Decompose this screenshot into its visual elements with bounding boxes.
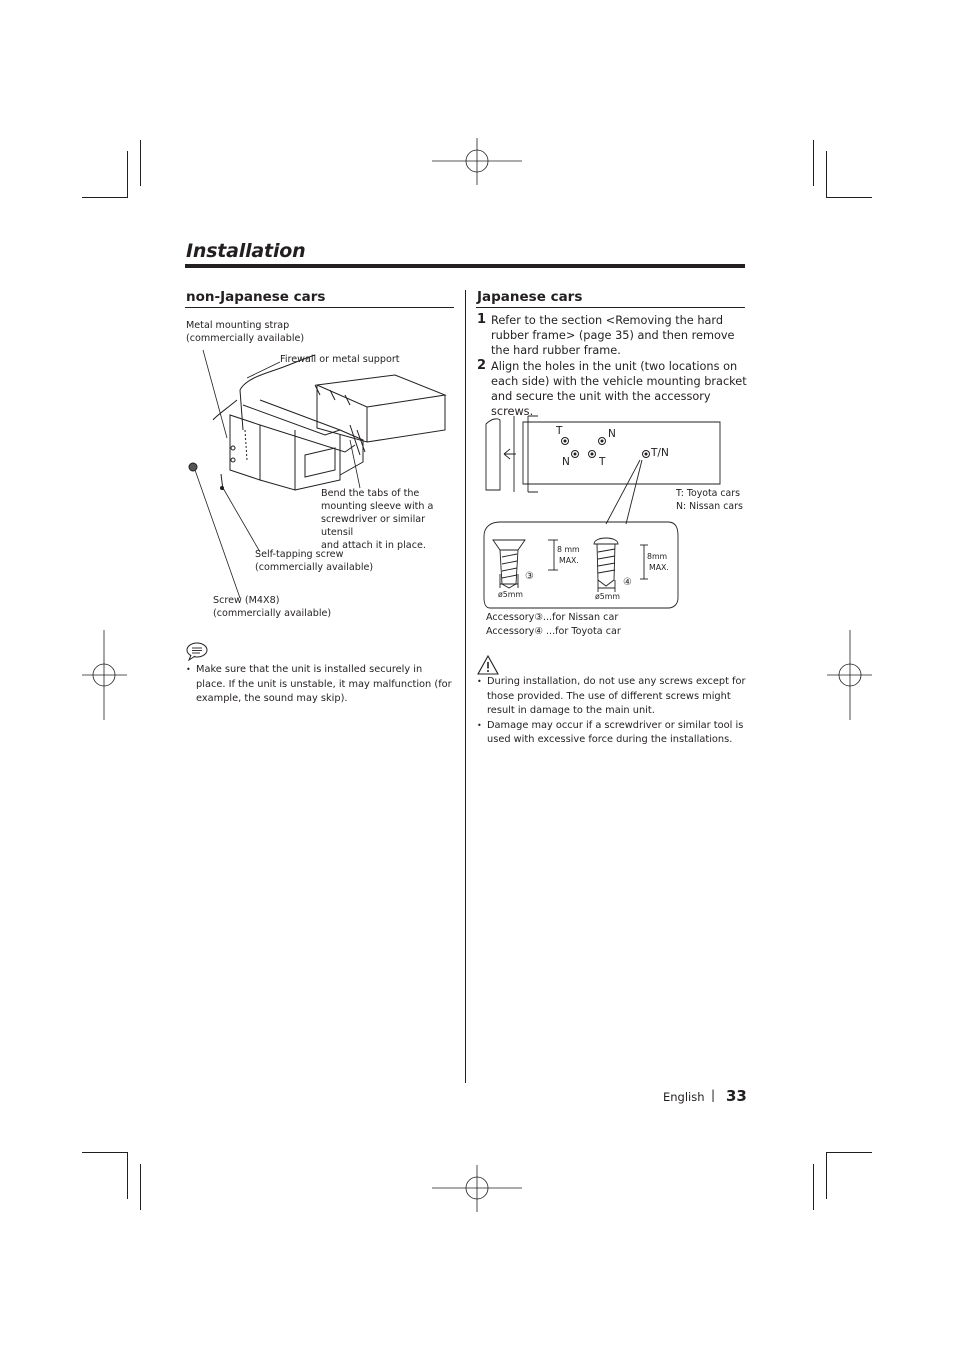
hole-label-tn: T/N [651, 447, 669, 459]
title-rule [185, 264, 745, 268]
accessory-list: Accessory③...for Nissan car Accessory④ ...for Toyota car [486, 612, 621, 637]
callout-screw-m4x8: Screw (M4X8) (commercially available) [213, 595, 332, 619]
note-list [186, 663, 454, 707]
note-icon [185, 641, 209, 661]
callout-bend-tabs: Bend the tabs of the mounting sleeve with a screwdriver or similar utensil and attach it in place. [321, 488, 434, 551]
callout-strap: Metal mounting strap (commercially available) [186, 320, 305, 344]
footer-language: English [663, 1090, 705, 1104]
page-number: 33 [726, 1087, 747, 1105]
section-rule [476, 307, 745, 308]
caution-list [477, 675, 747, 748]
hole-label-n1: N [608, 428, 616, 440]
caution-item: • Damage may occur if a screwdriver or similar tool is used with excessive force during the installations. [477, 719, 747, 748]
callout-self-tapping-screw: Self-tapping screw (commercially available) [255, 549, 374, 573]
screw4-diameter: ø5mm [595, 592, 620, 601]
caution-item: • During installation, do not use any screws except for those provided. The use of different screws might result in damage to the main unit. [477, 675, 747, 719]
callout-firewall: Firewall or metal support [280, 354, 400, 365]
column-divider [465, 290, 466, 1083]
page-title: Installation [186, 240, 306, 262]
footer-separator: | [711, 1088, 716, 1102]
hole-label-t1: T [556, 425, 563, 437]
hole-label-n2: N [562, 456, 570, 468]
legend: T: Toyota cars N: Nissan cars [676, 488, 743, 512]
step-2: 2 Align the holes in the unit (two locations on each side) with the vehicle mounting bracket and secure the unit with the accessory screws. [477, 358, 747, 418]
section-title-non-japanese: non-Japanese cars [186, 289, 326, 305]
section-rule [185, 307, 454, 308]
step-1: 1 Refer to the section <Removing the hard rubber frame> (page 35) and then remove the hard rubber frame. [477, 312, 735, 357]
screw3-diameter: ø5mm [498, 590, 523, 599]
screw3-length: 8 mm MAX. [557, 545, 580, 565]
note-item: • Make sure that the unit is installed securely in place. If the unit is unstable, it may malfunction (for example, the sound may skip). [186, 663, 454, 707]
caution-icon [476, 654, 500, 676]
steps-list [477, 312, 747, 418]
screw4-id: ④ [623, 577, 632, 588]
screw4-length: 8mm MAX. [647, 552, 669, 572]
screw3-id: ③ [525, 571, 534, 582]
hole-label-t2: T [599, 456, 606, 468]
section-title-japanese: Japanese cars [477, 289, 583, 305]
